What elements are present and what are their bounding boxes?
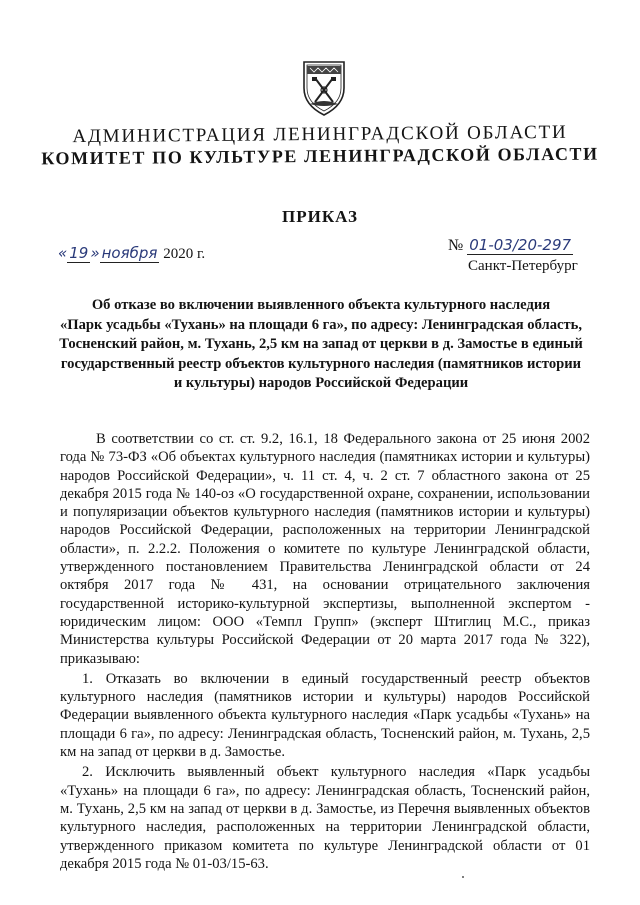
committee-name: КОМИТЕТ ПО КУЛЬТУРЕ ЛЕНИНГРАДСКОЙ ОБЛАСТИ — [41, 143, 599, 169]
number-value: 01-03/20-297 — [469, 236, 572, 254]
organization-name: АДМИНИСТРАЦИЯ ЛЕНИНГРАДСКОЙ ОБЛАСТИ — [72, 121, 568, 148]
date-day: 19 — [69, 244, 89, 262]
preamble-paragraph: В соответствии со ст. ст. 9.2, 16.1, 18 Федерального закона от 25 июня 2002 года № 73-ФЗ «Об объектах культурного наследия (памятниках истории и культуры) народов Российской Федерации», ч. 11 ст. 4, ч. 2 ст. 7 областного закона от 25 декабря 2015 года № 140-оз «О государственной охране, сохранении, использовании и популяризации объектов культурного наследия (памятников истории и культуры) народов Российской Федерации, расположенных на территории Ленинградской области», п. 2.2.2. Положения о комитете по культуре Ленинградской области, утвержденного постановлением Правительства Ленинградской области от 24 октября 2017 года № 431, на основании отрицательного заключения государственной историко-культурной экспертизы, выполненной экспертом - юридическим лицом: ООО «Темпл Групп» (эксперт Штиглиц М.С., приказ Министерства культуры Российской Федерации от 20 марта 2017 года № 322), приказываю: — [60, 431, 590, 667]
scan-speck — [462, 876, 464, 878]
number-sign: № — [448, 237, 464, 254]
coat-of-arms-icon — [300, 58, 348, 118]
document-number — [448, 236, 573, 255]
title-line: Тосненский район, м. Тухань, 2,5 км на запад от церкви в д. Замостье в единый — [59, 336, 583, 352]
title-line: «Парк усадьбы «Тухань» на площади 6 га», по адресу: Ленинградская область, — [59, 316, 583, 333]
document-body — [60, 430, 590, 875]
date-quote-open: « — [58, 244, 68, 262]
title-line: Об отказе во включении выявленного объекта культурного наследия — [91, 297, 551, 313]
order-item-2: 2. Исключить выявленный объект культурного наследия «Парк усадьбы «Тухань» на площади 6 га», по адресу: Ленинградская область, Тосненский район, м. Тухань, 2,5 км на запад от церкви в д. Замостье, из Перечня выявленных объектов культурного наследия, расположенных на территории Ленинградской области, утвержденного приказом комитета по культуре Ленинградской области от 01 декабря 2015 года № 01-03/15-63. — [60, 764, 590, 872]
document-date — [58, 244, 205, 263]
title-line: государственный реестр объектов культурного наследия (памятников истории — [60, 355, 582, 372]
order-item-1: 1. Отказать во включении в единый государственный реестр объектов культурного наследия (памятников истории и культуры) народов Российской Федерации выявленного объекта культурного наследия «Парк усадьбы «Тухань» на площади 6 га», по адресу: Ленинградская область, Тосненский район, м. Тухань, 2,5 км на запад от церкви в д. Замостье. — [60, 670, 590, 761]
document-city: Санкт-Петербург — [468, 258, 578, 274]
date-year: 2020 г. — [163, 246, 206, 262]
date-month: ноября — [101, 244, 158, 262]
date-quote-close: » — [90, 244, 100, 262]
document-title — [52, 296, 590, 394]
title-line: и культуры) народов Российской Федерации — [173, 375, 469, 391]
document-type: ПРИКАЗ — [282, 207, 358, 226]
